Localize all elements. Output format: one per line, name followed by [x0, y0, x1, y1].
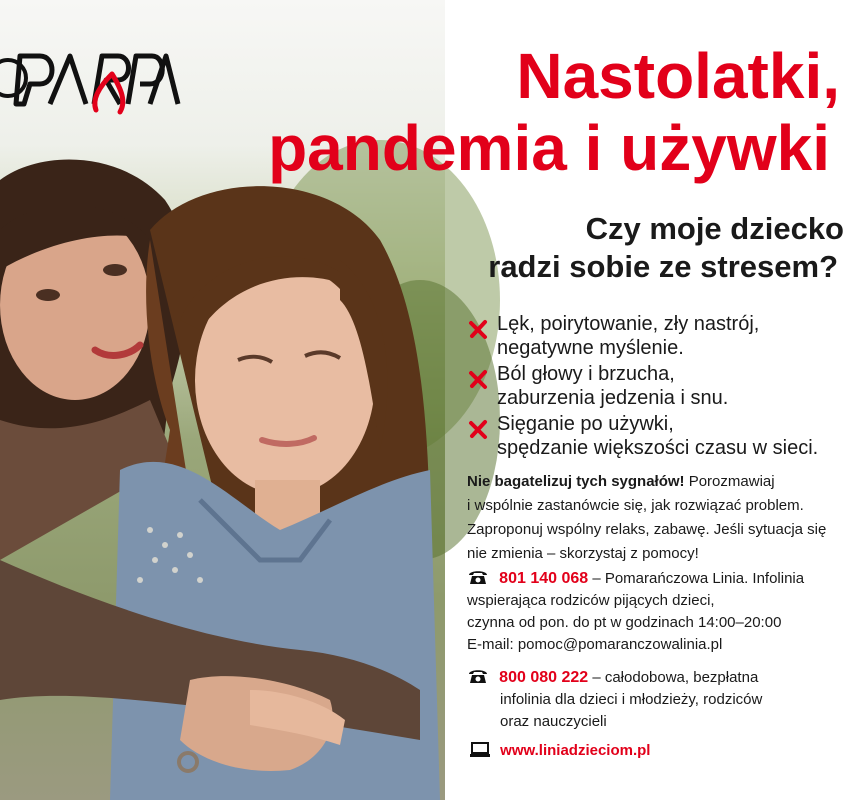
advice-line-2: i wspólnie zastanówcie się, jak rozwiązać problem. [467, 497, 804, 514]
advice-paragraph [467, 470, 827, 566]
phone-icon [467, 668, 489, 684]
phone-link-801140068[interactable]: 801 140 068 [499, 570, 589, 587]
symptom-text-line-1: Lęk, poirytowanie, zły nastrój, [497, 313, 760, 335]
contact-2-line-3: oraz nauczycieli [500, 713, 607, 730]
contact-orange-line [467, 568, 812, 656]
advice-bold: Nie bagatelizuj tych sygnałów! [467, 473, 685, 490]
red-x-icon [467, 368, 489, 390]
parpa-logo-mark [0, 44, 180, 114]
advice-line-1 [467, 470, 812, 494]
advice-line-3: Zaproponuj wspólny relaks, zabawę. Jeśli sytuacja się [467, 521, 827, 538]
symptom-text-line-1: Ból głowy i brzucha, [497, 363, 675, 385]
symptom-list [467, 312, 819, 462]
red-x-icon [467, 318, 489, 340]
symptom-text-line-1: Sięganie po używki, [497, 413, 674, 435]
contact-1-line-1 [467, 568, 812, 590]
contact-children-line [467, 667, 812, 733]
contact-1-desc: – Pomarańczowa Linia. Infolinia [588, 570, 805, 587]
contact-2-line-2: infolinia dla dzieci i młodzieży, rodziców [500, 691, 763, 708]
symptom-item [467, 362, 807, 410]
computer-icon [470, 742, 490, 758]
advice-text-1: Porozmawiaj [684, 473, 775, 490]
red-x-icon [467, 418, 489, 440]
contact-1-line-3: czynna od pon. do pt w godzinach 14:00–20:00 [467, 614, 782, 631]
contact-1-email[interactable]: E-mail: pomoc@pomaranczowalinia.pl [467, 636, 723, 653]
subheadline-line-1: Czy moje dziecko [585, 211, 844, 246]
subheadline [440, 210, 844, 286]
contact-2-desc: – całodobowa, bezpłatna [588, 669, 759, 686]
phone-icon [467, 569, 489, 585]
subheadline-line-2: radzi sobie ze stresem? [488, 249, 838, 284]
headline-line-1: Nastolatki, [516, 40, 840, 112]
headline [190, 40, 840, 184]
symptom-text-line-2: spędzanie większości czasu w sieci. [497, 437, 819, 459]
parpa-logo [0, 44, 180, 114]
phone-link-800080222[interactable]: 800 080 222 [499, 669, 589, 686]
symptom-item [467, 312, 807, 360]
website-link[interactable]: www.liniadzieciom.pl [500, 742, 651, 759]
symptom-item [467, 412, 819, 460]
advice-line-4: nie zmienia – skorzystaj z pomocy! [467, 545, 699, 562]
headline-line-2: pandemia i używki [268, 112, 830, 184]
symptom-text-line-2: zaburzenia jedzenia i snu. [497, 387, 729, 409]
contact-1-line-2: wspierająca rodziców pijących dzieci, [467, 592, 715, 609]
contact-2-line-1 [467, 667, 812, 689]
website [470, 742, 650, 759]
symptom-text-line-2: negatywne myślenie. [497, 337, 684, 359]
